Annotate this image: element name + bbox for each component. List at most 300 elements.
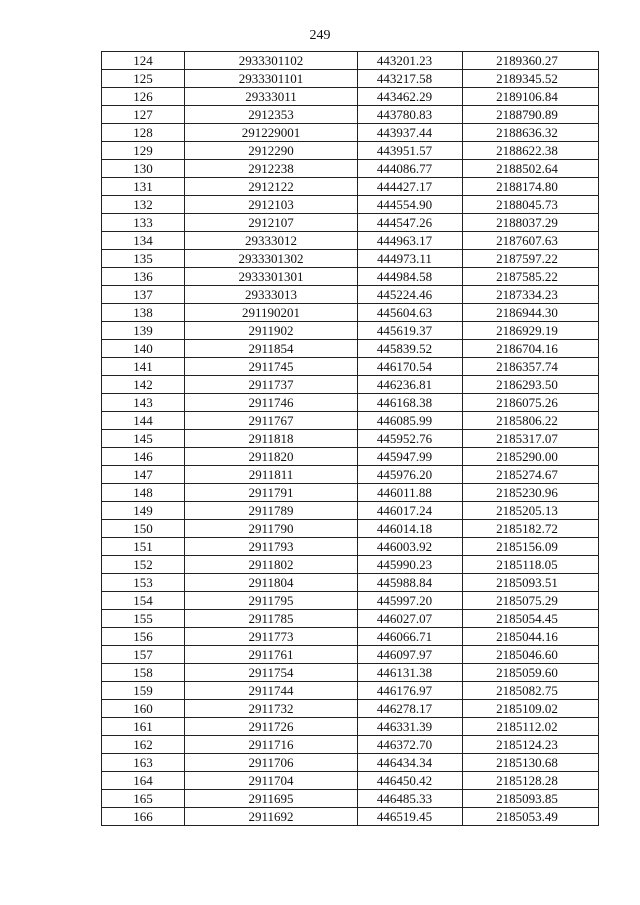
y-coordinate-cell (463, 178, 599, 196)
cell-value: 2187334.23 (496, 286, 558, 302)
point-id-cell: 2911818 (185, 430, 358, 448)
point-id-cell: 2911746 (185, 394, 358, 412)
point-id-cell: 2933301302 (185, 250, 358, 268)
y-coordinate-cell (463, 232, 599, 250)
row-index-cell: 136 (102, 268, 185, 286)
y-coordinate-cell (463, 322, 599, 340)
point-id-cell: 2911773 (185, 628, 358, 646)
table-row (102, 682, 599, 700)
y-coordinate-cell (463, 574, 599, 592)
table-row (102, 268, 599, 286)
point-id-cell: 2911761 (185, 646, 358, 664)
cell-value: 2188502.64 (496, 160, 558, 176)
table-row (102, 52, 599, 70)
cell-value: 2188174.80 (496, 178, 558, 194)
point-id-cell: 2911692 (185, 808, 358, 826)
cell-value: 2187585.22 (496, 268, 558, 284)
coordinates-table (101, 51, 599, 826)
table-row (102, 196, 599, 214)
cell-value: 444547.26 (376, 214, 433, 230)
x-coordinate-cell (358, 718, 463, 736)
table-row (102, 718, 599, 736)
y-coordinate-cell (463, 610, 599, 628)
y-coordinate-cell (463, 808, 599, 826)
x-coordinate-cell (358, 268, 463, 286)
table-row (102, 340, 599, 358)
cell-value: 446131.38 (376, 664, 433, 680)
y-coordinate-cell (463, 790, 599, 808)
cell-value: 2185093.85 (496, 790, 558, 806)
table-row (102, 70, 599, 88)
table-row (102, 664, 599, 682)
x-coordinate-cell (358, 394, 463, 412)
cell-value: 446372.70 (376, 736, 433, 752)
cell-value: 445952.76 (376, 430, 433, 446)
y-coordinate-cell (463, 304, 599, 322)
row-index-cell: 147 (102, 466, 185, 484)
x-coordinate-cell (358, 448, 463, 466)
x-coordinate-cell (358, 808, 463, 826)
point-id-cell: 291190201 (185, 304, 358, 322)
row-index-cell: 163 (102, 754, 185, 772)
point-id-cell: 2911744 (185, 682, 358, 700)
cell-value: 2185290.00 (496, 448, 558, 464)
table-row (102, 466, 599, 484)
y-coordinate-cell (463, 502, 599, 520)
point-id-cell: 29333012 (185, 232, 358, 250)
y-coordinate-cell (463, 142, 599, 160)
row-index-cell: 137 (102, 286, 185, 304)
cell-value: 446011.88 (377, 484, 432, 500)
point-id-cell: 2911706 (185, 754, 358, 772)
point-id-cell: 2911785 (185, 610, 358, 628)
point-id-cell: 2911726 (185, 718, 358, 736)
row-index-cell: 134 (102, 232, 185, 250)
point-id-cell: 2912290 (185, 142, 358, 160)
cell-value: 444086.77 (376, 160, 433, 176)
table-row (102, 106, 599, 124)
cell-value: 2188790.89 (496, 106, 558, 122)
point-id-cell: 2912122 (185, 178, 358, 196)
cell-value: 443462.29 (376, 88, 433, 104)
cell-value: 445988.84 (376, 574, 433, 590)
point-id-cell: 2911791 (185, 484, 358, 502)
cell-value: 445619.37 (376, 322, 433, 338)
y-coordinate-cell (463, 88, 599, 106)
y-coordinate-cell (463, 538, 599, 556)
x-coordinate-cell (358, 484, 463, 502)
cell-value: 2186293.50 (496, 376, 558, 392)
x-coordinate-cell (358, 178, 463, 196)
cell-value: 2185118.05 (496, 556, 558, 572)
row-index-cell: 130 (102, 160, 185, 178)
y-coordinate-cell (463, 286, 599, 304)
point-id-cell: 2911695 (185, 790, 358, 808)
y-coordinate-cell (463, 682, 599, 700)
point-id-cell: 2911790 (185, 520, 358, 538)
cell-value: 446014.18 (376, 520, 433, 536)
x-coordinate-cell (358, 592, 463, 610)
row-index-cell: 128 (102, 124, 185, 142)
y-coordinate-cell (463, 736, 599, 754)
cell-value: 2185124.23 (496, 736, 558, 752)
cell-value: 444554.90 (376, 196, 433, 212)
x-coordinate-cell (358, 88, 463, 106)
cell-value: 2185182.72 (496, 520, 558, 536)
x-coordinate-cell (358, 106, 463, 124)
table-row (102, 430, 599, 448)
point-id-cell: 2911704 (185, 772, 358, 790)
row-index-cell: 160 (102, 700, 185, 718)
x-coordinate-cell (358, 520, 463, 538)
point-id-cell: 2911820 (185, 448, 358, 466)
row-index-cell: 153 (102, 574, 185, 592)
point-id-cell: 2911795 (185, 592, 358, 610)
row-index-cell: 133 (102, 214, 185, 232)
page-number: 249 (309, 28, 331, 43)
cell-value: 445839.52 (376, 340, 433, 356)
y-coordinate-cell (463, 754, 599, 772)
point-id-cell: 2911732 (185, 700, 358, 718)
x-coordinate-cell (358, 664, 463, 682)
cell-value: 446085.99 (376, 412, 433, 428)
cell-value: 2189106.84 (496, 88, 558, 104)
cell-value: 446176.97 (376, 682, 433, 698)
point-id-cell: 2911789 (185, 502, 358, 520)
cell-value: 446278.17 (376, 700, 433, 716)
table-row (102, 232, 599, 250)
cell-value: 2189345.52 (496, 70, 558, 86)
cell-value: 2186929.19 (496, 322, 558, 338)
x-coordinate-cell (358, 574, 463, 592)
y-coordinate-cell (463, 250, 599, 268)
cell-value: 2185274.67 (496, 466, 558, 482)
y-coordinate-cell (463, 520, 599, 538)
table-row (102, 412, 599, 430)
cell-value: 2188037.29 (496, 214, 558, 230)
y-coordinate-cell (463, 196, 599, 214)
cell-value: 2189360.27 (496, 52, 558, 68)
y-coordinate-cell (463, 484, 599, 502)
point-id-cell: 2912107 (185, 214, 358, 232)
x-coordinate-cell (358, 232, 463, 250)
point-id-cell: 2911754 (185, 664, 358, 682)
y-coordinate-cell (463, 70, 599, 88)
row-index-cell: 149 (102, 502, 185, 520)
row-index-cell: 146 (102, 448, 185, 466)
y-coordinate-cell (463, 340, 599, 358)
cell-value: 445604.63 (376, 304, 433, 320)
table-body (102, 52, 599, 826)
y-coordinate-cell (463, 52, 599, 70)
cell-value: 2188045.73 (496, 196, 558, 212)
cell-value: 445224.46 (376, 286, 433, 302)
y-coordinate-cell (463, 466, 599, 484)
y-coordinate-cell (463, 412, 599, 430)
row-index-cell: 132 (102, 196, 185, 214)
x-coordinate-cell (358, 286, 463, 304)
table-row (102, 790, 599, 808)
row-index-cell: 129 (102, 142, 185, 160)
cell-value: 2185044.16 (496, 628, 558, 644)
y-coordinate-cell (463, 160, 599, 178)
cell-value: 446066.71 (376, 628, 433, 644)
x-coordinate-cell (358, 124, 463, 142)
cell-value: 445947.99 (376, 448, 433, 464)
cell-value: 2185109.02 (496, 700, 558, 716)
y-coordinate-cell (463, 664, 599, 682)
row-index-cell: 161 (102, 718, 185, 736)
point-id-cell: 2911767 (185, 412, 358, 430)
table-row (102, 610, 599, 628)
point-id-cell: 2911737 (185, 376, 358, 394)
table-row (102, 88, 599, 106)
row-index-cell: 165 (102, 790, 185, 808)
cell-value: 2185130.68 (496, 754, 558, 770)
y-coordinate-cell (463, 124, 599, 142)
row-index-cell: 157 (102, 646, 185, 664)
table-row (102, 592, 599, 610)
table-row (102, 754, 599, 772)
y-coordinate-cell (463, 106, 599, 124)
cell-value: 2185112.02 (496, 718, 558, 734)
x-coordinate-cell (358, 322, 463, 340)
cell-value: 2187607.63 (496, 232, 558, 248)
row-index-cell: 139 (102, 322, 185, 340)
cell-value: 443937.44 (376, 124, 433, 140)
cell-value: 446168.38 (376, 394, 433, 410)
row-index-cell: 142 (102, 376, 185, 394)
table-row (102, 322, 599, 340)
cell-value: 445990.23 (376, 556, 433, 572)
row-index-cell: 127 (102, 106, 185, 124)
row-index-cell: 124 (102, 52, 185, 70)
row-index-cell: 158 (102, 664, 185, 682)
y-coordinate-cell (463, 718, 599, 736)
x-coordinate-cell (358, 52, 463, 70)
cell-value: 2185082.75 (496, 682, 558, 698)
table-row (102, 448, 599, 466)
row-index-cell: 131 (102, 178, 185, 196)
row-index-cell: 148 (102, 484, 185, 502)
cell-value: 2186075.26 (496, 394, 558, 410)
cell-value: 2185806.22 (496, 412, 558, 428)
y-coordinate-cell (463, 646, 599, 664)
point-id-cell: 2933301301 (185, 268, 358, 286)
point-id-cell: 2911802 (185, 556, 358, 574)
cell-value: 2185128.28 (496, 772, 558, 788)
cell-value: 2185317.07 (496, 430, 558, 446)
row-index-cell: 144 (102, 412, 185, 430)
table-row (102, 628, 599, 646)
table-row (102, 538, 599, 556)
table-row (102, 520, 599, 538)
cell-value: 446097.97 (376, 646, 433, 662)
table-row (102, 808, 599, 826)
point-id-cell: 2911804 (185, 574, 358, 592)
table-row (102, 394, 599, 412)
x-coordinate-cell (358, 736, 463, 754)
row-index-cell: 145 (102, 430, 185, 448)
cell-value: 446003.92 (376, 538, 433, 554)
cell-value: 2185075.29 (496, 592, 558, 608)
cell-value: 2188636.32 (496, 124, 558, 140)
point-id-cell: 2912103 (185, 196, 358, 214)
row-index-cell: 138 (102, 304, 185, 322)
cell-value: 2185205.13 (496, 502, 558, 518)
cell-value: 446331.39 (376, 718, 433, 734)
table-row (102, 376, 599, 394)
x-coordinate-cell (358, 196, 463, 214)
cell-value: 445976.20 (376, 466, 433, 482)
y-coordinate-cell (463, 556, 599, 574)
cell-value: 2187597.22 (496, 250, 558, 266)
x-coordinate-cell (358, 610, 463, 628)
table-row (102, 286, 599, 304)
cell-value: 2185059.60 (496, 664, 558, 680)
x-coordinate-cell (358, 430, 463, 448)
table-row (102, 160, 599, 178)
cell-value: 2185093.51 (496, 574, 558, 590)
x-coordinate-cell (358, 682, 463, 700)
cell-value: 446170.54 (376, 358, 433, 374)
table-row (102, 736, 599, 754)
table-row (102, 250, 599, 268)
cell-value: 2186357.74 (496, 358, 558, 374)
y-coordinate-cell (463, 772, 599, 790)
cell-value: 443201.23 (376, 52, 433, 68)
x-coordinate-cell (358, 754, 463, 772)
row-index-cell: 126 (102, 88, 185, 106)
cell-value: 2186944.30 (496, 304, 558, 320)
x-coordinate-cell (358, 412, 463, 430)
cell-value: 2185054.45 (496, 610, 558, 626)
x-coordinate-cell (358, 646, 463, 664)
y-coordinate-cell (463, 592, 599, 610)
cell-value: 2185156.09 (496, 538, 558, 554)
row-index-cell: 159 (102, 682, 185, 700)
y-coordinate-cell (463, 394, 599, 412)
x-coordinate-cell (358, 142, 463, 160)
x-coordinate-cell (358, 376, 463, 394)
row-index-cell: 156 (102, 628, 185, 646)
table-row (102, 700, 599, 718)
y-coordinate-cell (463, 358, 599, 376)
cell-value: 446027.07 (376, 610, 433, 626)
table-row (102, 484, 599, 502)
y-coordinate-cell (463, 214, 599, 232)
table-row (102, 646, 599, 664)
cell-value: 2185053.49 (496, 808, 558, 824)
table-row (102, 142, 599, 160)
table-row (102, 772, 599, 790)
row-index-cell: 125 (102, 70, 185, 88)
x-coordinate-cell (358, 502, 463, 520)
row-index-cell: 135 (102, 250, 185, 268)
point-id-cell: 29333013 (185, 286, 358, 304)
cell-value: 443780.83 (376, 106, 433, 122)
cell-value: 2185046.60 (496, 646, 558, 662)
row-index-cell: 164 (102, 772, 185, 790)
row-index-cell: 151 (102, 538, 185, 556)
table-row (102, 358, 599, 376)
x-coordinate-cell (358, 790, 463, 808)
x-coordinate-cell (358, 70, 463, 88)
cell-value: 2186704.16 (496, 340, 558, 356)
y-coordinate-cell (463, 448, 599, 466)
point-id-cell: 2911745 (185, 358, 358, 376)
x-coordinate-cell (358, 556, 463, 574)
point-id-cell: 2911854 (185, 340, 358, 358)
x-coordinate-cell (358, 250, 463, 268)
cell-value: 444427.17 (376, 178, 433, 194)
point-id-cell: 2911793 (185, 538, 358, 556)
cell-value: 444984.58 (376, 268, 433, 284)
point-id-cell: 2911716 (185, 736, 358, 754)
x-coordinate-cell (358, 628, 463, 646)
x-coordinate-cell (358, 700, 463, 718)
x-coordinate-cell (358, 304, 463, 322)
cell-value: 2185230.96 (496, 484, 558, 500)
point-id-cell: 2933301101 (185, 70, 358, 88)
x-coordinate-cell (358, 466, 463, 484)
y-coordinate-cell (463, 700, 599, 718)
row-index-cell: 154 (102, 592, 185, 610)
cell-value: 443951.57 (376, 142, 433, 158)
table-row (102, 502, 599, 520)
y-coordinate-cell (463, 376, 599, 394)
point-id-cell: 2911902 (185, 322, 358, 340)
cell-value: 446434.34 (376, 754, 433, 770)
row-index-cell: 141 (102, 358, 185, 376)
y-coordinate-cell (463, 628, 599, 646)
point-id-cell: 29333011 (185, 88, 358, 106)
row-index-cell: 143 (102, 394, 185, 412)
x-coordinate-cell (358, 358, 463, 376)
point-id-cell: 2912353 (185, 106, 358, 124)
cell-value: 446017.24 (376, 502, 433, 518)
table-row (102, 556, 599, 574)
x-coordinate-cell (358, 538, 463, 556)
cell-value: 445997.20 (376, 592, 433, 608)
row-index-cell: 155 (102, 610, 185, 628)
cell-value: 446450.42 (376, 772, 433, 788)
cell-value: 2188622.38 (496, 142, 558, 158)
point-id-cell: 2933301102 (185, 52, 358, 70)
cell-value: 443217.58 (376, 70, 433, 86)
cell-value: 444963.17 (376, 232, 433, 248)
y-coordinate-cell (463, 430, 599, 448)
row-index-cell: 162 (102, 736, 185, 754)
row-index-cell: 152 (102, 556, 185, 574)
x-coordinate-cell (358, 160, 463, 178)
cell-value: 446519.45 (376, 808, 433, 824)
point-id-cell: 2911811 (185, 466, 358, 484)
table-row (102, 178, 599, 196)
row-index-cell: 140 (102, 340, 185, 358)
x-coordinate-cell (358, 340, 463, 358)
cell-value: 444973.11 (377, 250, 432, 266)
table-row (102, 214, 599, 232)
table-row (102, 124, 599, 142)
point-id-cell: 2912238 (185, 160, 358, 178)
cell-value: 446485.33 (376, 790, 433, 806)
y-coordinate-cell (463, 268, 599, 286)
row-index-cell: 150 (102, 520, 185, 538)
row-index-cell: 166 (102, 808, 185, 826)
point-id-cell: 291229001 (185, 124, 358, 142)
x-coordinate-cell (358, 214, 463, 232)
